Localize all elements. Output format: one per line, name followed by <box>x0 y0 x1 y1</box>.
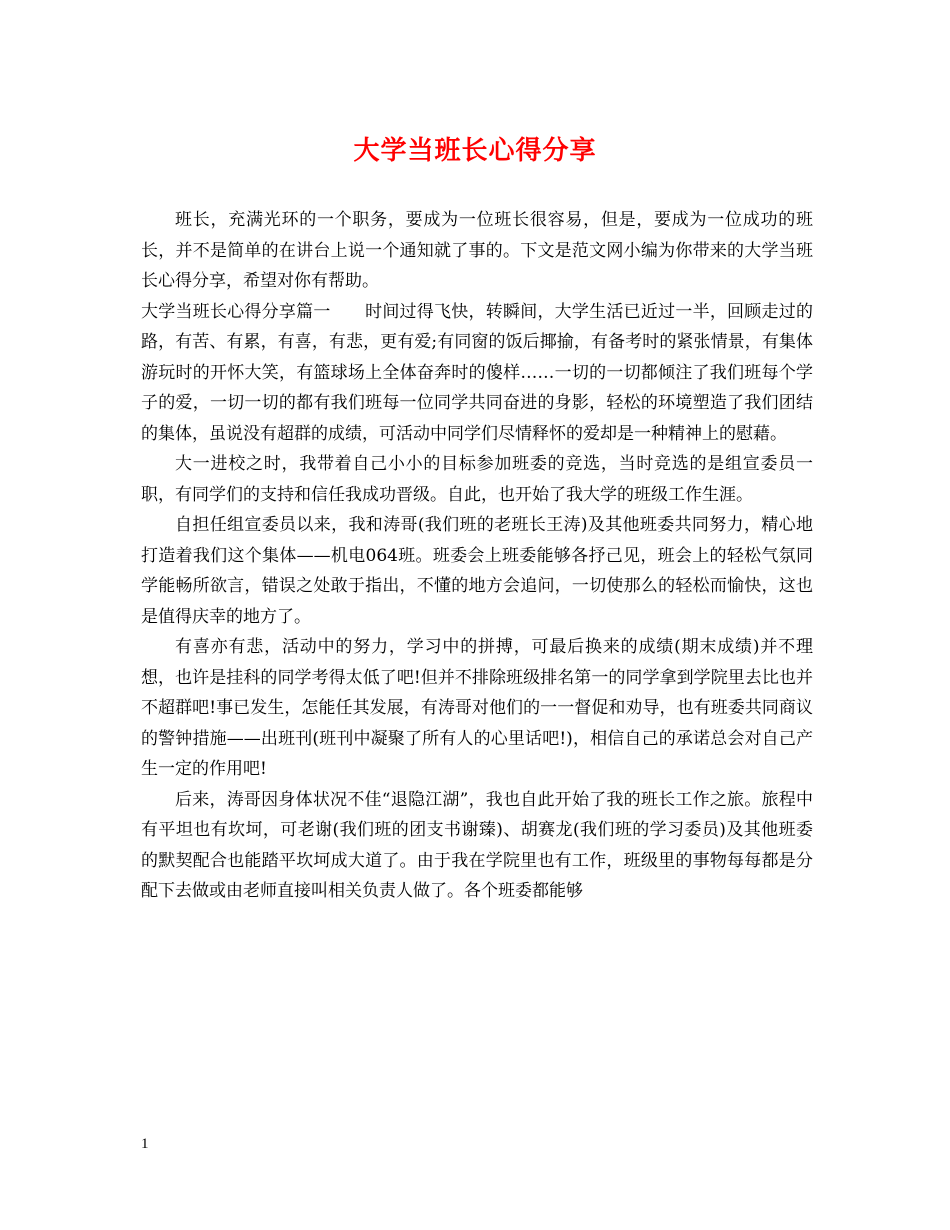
paragraph-intro: 班长，充满光环的一个职务，要成为一位班长很容易，但是，要成为一位成功的班长，并不是简单的在讲台上说一个通知就了事的。下文是范文网小编为你带来的大学当班长心得分享，希望对你有帮助。 <box>141 210 813 291</box>
page-title: 大学当班长心得分享 <box>353 136 597 166</box>
paragraph-freshman: 大一进校之时，我带着自己小小的目标参加班委的竞选，当时竞选的是组宣委员一职，有同学们的支持和信任我成功晋级。自此，也开始了我大学的班级工作生涯。 <box>141 454 813 505</box>
paragraph-section-one: 大学当班长心得分享篇一 时间过得飞快，转瞬间，大学生活已近过一半，回顾走过的路，有苦、有累，有喜，有悲，更有爱;有同窗的饭后揶揄，有备考时的紧张情景，有集体游玩时的开怀大笑，有篮球场上全体奋奔时的傻样……一切的一切都倾注了我们班每个学子的爱，一切一切的都有我们班每一位同学共同奋进的身影，轻松的环境塑造了我们团结的集体，虽说没有超群的成绩，可活动中同学们尽情释怀的爱却是一种精神上的慰藉。 <box>141 301 813 444</box>
paragraph-grades: 有喜亦有悲，活动中的努力，学习中的拼搏，可最后换来的成绩(期末成绩)并不理想，也许是挂科的同学考得太低了吧!但并不排除班级排名第一的同学拿到学院里去比也并不超群吧!事已发生，怎能任其发展，有涛哥对他们的一一督促和劝导，也有班委共同商议的警钟措施——出班刊(班刊中凝聚了所有人的心里话吧!)，相信自己的承诺总会对自己产生一定的作用吧! <box>141 637 813 779</box>
document-body <box>141 205 813 907</box>
paragraph-committee: 自担任组宣委员以来，我和涛哥(我们班的老班长王涛)及其他班委共同努力，精心地打造着我们这个集体——机电064班。班委会上班委能够各抒己见，班会上的轻松气氛同学能畅所欲言，错误之处敢于指出，不懂的地方会追问，一切使那么的轻松而愉快，这也是值得庆幸的地方了。 <box>141 515 813 627</box>
page-number: 1 <box>141 1136 149 1152</box>
paragraph-monitor-journey: 后来，涛哥因身体状况不佳“退隐江湖”，我也自此开始了我的班长工作之旅。旅程中有平坦也有坎坷，可老谢(我们班的团支书谢臻)、胡赛龙(我们班的学习委员)及其他班委的默契配合也能踏平坎坷成大道了。由于我在学院里也有工作，班级里的事物每每都是分配下去做或由老师直接叫相关负责人做了。各个班委都能够 <box>141 789 813 901</box>
